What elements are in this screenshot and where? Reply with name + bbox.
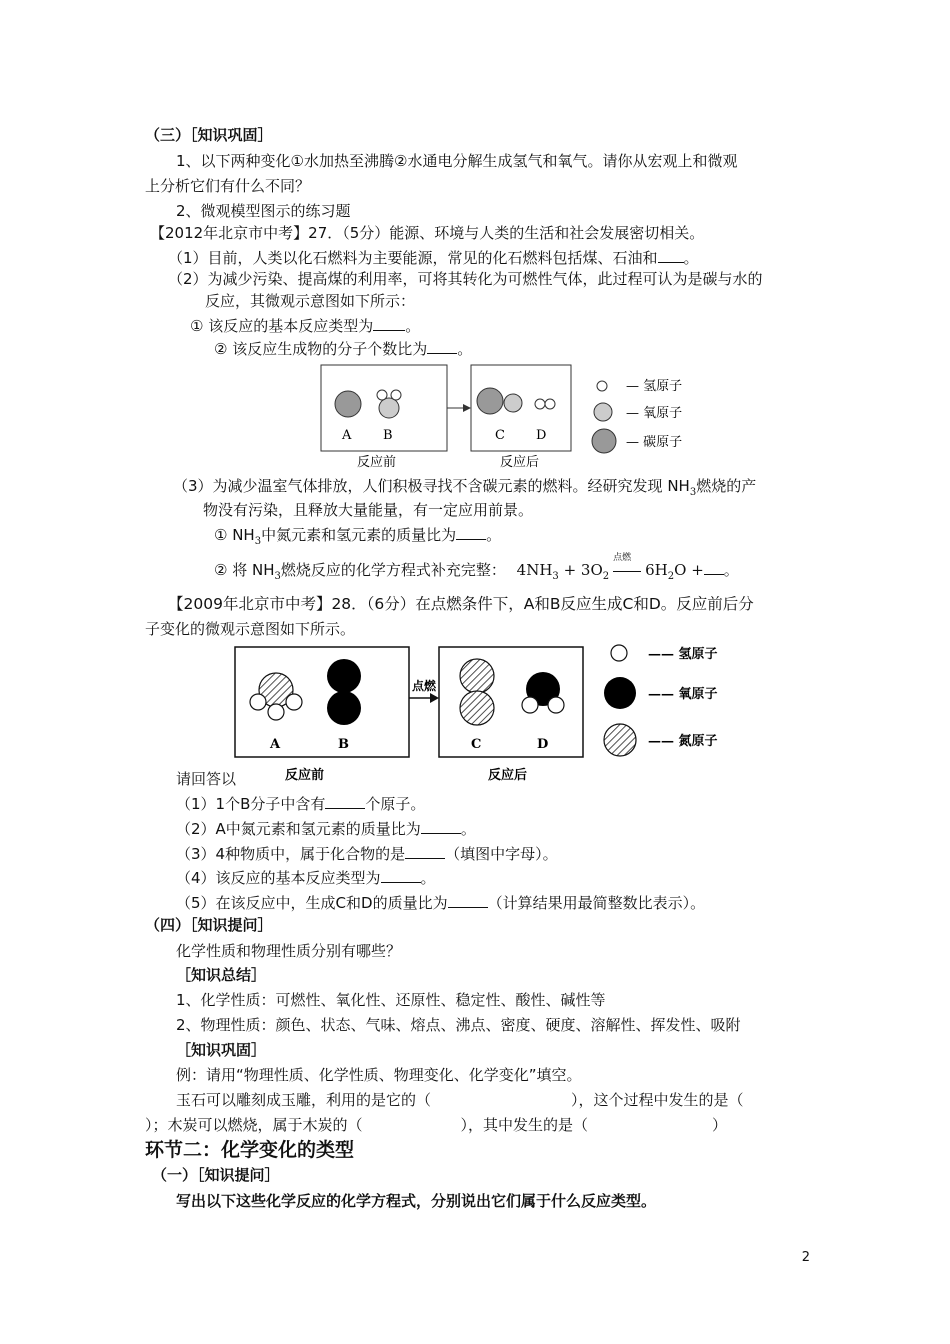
after-label: 反应后 [500,455,540,470]
legend-oxygen-icon [594,403,612,421]
example-text: 例：请用“物理性质、化学性质、物理变化、化学变化”填空。 [176,1066,582,1084]
after-label: 反应后 [488,768,528,783]
summary-item: 1、化学性质：可燃性、氧化性、还原性、稳定性、酸性、碱性等 [176,991,606,1009]
question-line [176,891,705,914]
hydrogen-atom [268,704,284,720]
answer-blank[interactable] [325,792,365,809]
reaction-condition: 点燃 [613,553,632,563]
question-line [214,337,472,360]
question-text: ① NH [214,526,255,544]
question-line: 反应，其微观示意图如下所示： [205,292,416,310]
hydrogen-atom [377,390,387,400]
legend-hydrogen: —— 氢原子 [648,647,718,662]
subscript: 3 [689,487,697,498]
question-line: 请回答以 [176,770,237,788]
subscript: 3 [254,536,262,547]
subscript: 2 [667,571,675,582]
label-b: B [338,737,349,752]
question-text: ② 将 NH [214,561,275,579]
legend-hydrogen: — 氢原子 [626,379,683,394]
period: 。 [457,340,473,358]
question-text: （3）4种物质中，属于化合物的是 [176,845,406,863]
question-text: ① 该反应的基本反应类型为 [190,317,374,335]
question-text: （1）1个B分子中含有 [176,795,326,813]
label-a: A [342,428,352,443]
question-line [176,866,436,889]
period: 。 [723,561,739,579]
question-line [190,314,420,337]
subscript: 2 [602,571,610,582]
problem-title: 【2012年北京市中考】27．（5分）能源、环境与人类的生活和社会发展密切相关。 [150,224,705,242]
hydrogen-atom [548,697,564,713]
answer-blank[interactable] [421,817,461,834]
question-line: 化学性质和物理性质分别有哪些？ [176,942,402,960]
answer-blank[interactable] [704,558,724,575]
legend-oxygen: —— 氧原子 [648,687,718,702]
question-text: ），其中发生的是（ [460,1116,589,1134]
question-text: （计算结果用最简整数比表示）。 [487,894,706,912]
answer-blank[interactable] [658,246,684,263]
question-text: 中氮元素和氢元素的质量比为 [261,526,457,544]
question-text: ）；木炭可以燃烧，属于木炭的（ [145,1116,363,1134]
equation-arrow [609,553,645,581]
hydrogen-atom [250,694,266,710]
period: 。 [405,317,421,335]
section-heading: ［知识总结］ [176,966,267,984]
arrow-head [430,693,439,703]
question-text: ） [712,1116,728,1134]
section-heading: （三）［知识巩固］ [145,126,273,144]
legend-carbon-icon [592,429,616,453]
question-line: （2）为减少污染、提高煤的利用率，可将其转化为可燃性气体，此过程可认为是碳与水的 [168,270,763,288]
question-line [214,523,501,553]
before-label: 反应前 [357,455,397,470]
label-c: C [471,737,482,752]
question-line [176,817,476,840]
nitrogen-atom [460,691,494,725]
answer-blank[interactable] [456,523,486,540]
period: 。 [486,526,502,544]
question-text: 燃烧的产 [696,477,757,495]
section-heading: （四）［知识提问］ [145,916,273,934]
equation [516,553,704,582]
question-line: 2、微观模型图示的练习题 [176,202,351,220]
question-text: 个原子。 [365,795,426,813]
product-water: 6H [645,561,668,579]
label-d: D [537,737,549,752]
label-b: B [383,428,393,443]
legend-nitrogen-icon [604,724,636,756]
question-text: ），这个过程中发生的是（ [571,1091,744,1109]
problem-title: 子变化的微观示意图如下所示。 [145,620,356,638]
reactant-ammonia: 4NH [516,561,553,579]
carbon-atom [335,391,361,417]
legend-oxygen: — 氧原子 [626,406,683,421]
label-c: C [495,428,505,443]
oxygen-atom [327,691,361,725]
page-number: 2 [801,1250,810,1265]
answer-blank[interactable] [427,337,457,354]
oxygen-atom [379,398,399,418]
section-heading: （一）［知识提问］ [152,1166,280,1184]
question-text: （填图中字母）。 [445,845,558,863]
answer-blank[interactable] [405,842,445,859]
hydrogen-atom [391,390,401,400]
answer-blank[interactable] [373,314,405,331]
summary-item: 2、物理性质：颜色、状态、气味、熔点、沸点、密度、硬度、溶解性、挥发性、吸附 [176,1016,741,1034]
equation-tail: O + [674,561,704,579]
question-text: （4）该反应的基本反应类型为 [176,869,381,887]
before-label: 反应前 [285,768,325,783]
legend-oxygen-icon [604,677,636,709]
period: 。 [420,869,436,887]
fill-line [176,1089,744,1111]
legend-nitrogen: —— 氮原子 [648,734,718,749]
question-text: （2）A中氮元素和氢元素的质量比为 [176,820,421,838]
section-title: 环节二：化学变化的类型 [145,1139,355,1161]
question-text: （5）在该反应中，生成C和D的质量比为 [176,894,448,912]
arrow-head [463,404,471,412]
question-line [176,842,558,865]
nitrogen-atom [460,659,494,693]
fill-line [145,1114,727,1136]
carbon-atom [477,388,503,414]
legend-hydrogen-icon [611,645,627,661]
label-d: D [536,428,547,443]
question-line: 上分析它们有什么不同？ [145,177,311,195]
hydrogen-atom [286,694,302,710]
answer-blank[interactable] [448,891,488,908]
question-line [176,792,425,815]
question-line [168,246,699,269]
hydrogen-atom [545,399,555,409]
question-text: 玉石可以雕刻成玉雕，利用的是它的（ [176,1091,432,1109]
reactant-oxygen: + 3O [563,561,603,579]
question-text: ② 该反应生成物的分子个数比为 [214,340,428,358]
legend-carbon: — 碳原子 [626,435,683,450]
period: 。 [683,249,699,267]
oxygen-atom [504,394,522,412]
question-line: 物没有污染，且释放大量能量，有一定应用前景。 [203,501,534,519]
question-text: （3）为减少温室气体排放，人们积极寻找不含碳元素的燃料。经研究发现 NH [173,477,690,495]
problem-title: 【2009年北京市中考】28．（6分）在点燃条件下，A和B反应生成C和D。反应前后分 [168,595,754,613]
section-heading: ［知识巩固］ [176,1041,267,1059]
hydrogen-atom [535,399,545,409]
period: 。 [460,820,476,838]
reaction-diagram-2012 [300,362,720,472]
arrow-label: 点燃 [412,679,437,693]
question-text: （1）目前，人类以化石燃料为主要能源，常见的化石燃料包括煤、石油和 [168,249,658,267]
question-line: 1、以下两种变化①水加热至沸腾②水通电分解生成氢气和氧气。请你从宏观上和微观 [176,152,738,170]
subscript: 3 [274,571,281,582]
question-text: 燃烧反应的化学方程式补充完整： [280,561,506,579]
legend-hydrogen-icon [597,381,607,391]
oxygen-atom [327,659,361,693]
label-a: A [270,737,281,752]
subscript: 3 [552,571,559,582]
question-line [214,553,739,588]
reaction-diagram-2009 [230,640,750,790]
hydrogen-atom [522,697,538,713]
answer-blank[interactable] [381,866,421,883]
instruction-text: 写出以下这些化学反应的化学方程式，分别说出它们属于什么反应类型。 [176,1192,657,1210]
